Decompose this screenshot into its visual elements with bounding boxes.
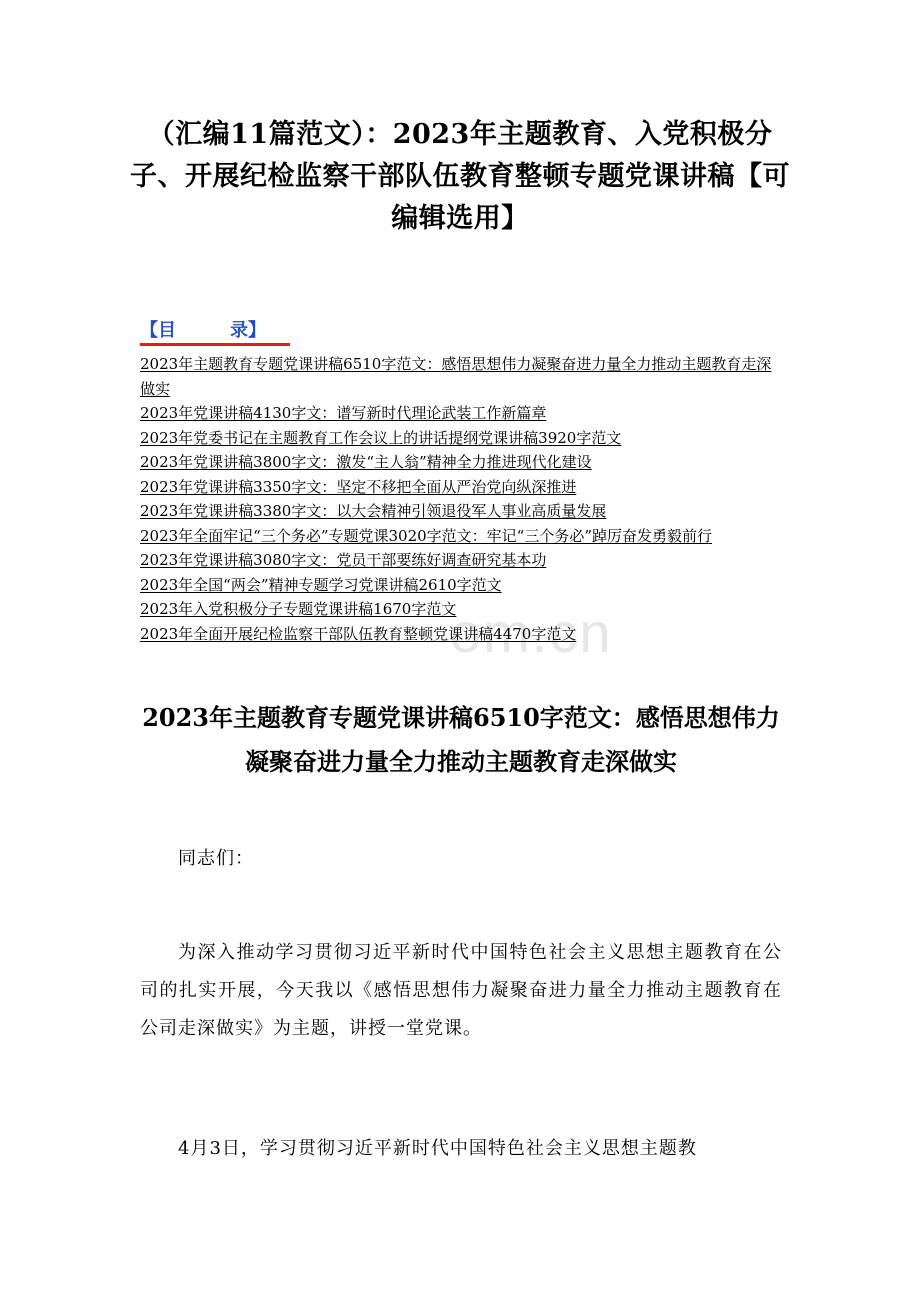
toc-link[interactable]: 2023年党课讲稿4130字文：谱写新时代理论武装工作新篇章 [140, 404, 547, 422]
toc-link[interactable]: 2023年党课讲稿3080字文：党员干部要练好调查研究基本功 [140, 551, 547, 569]
body-paragraph: 4月3日，学习贯彻习近平新时代中国特色社会主义思想主题教 [178, 1138, 697, 1159]
toc-link[interactable]: 2023年入党积极分子专题党课讲稿1670字范文 [140, 600, 457, 618]
watermark: om.cn [450, 601, 613, 664]
toc-link[interactable]: 2023年全面开展纪检监察干部队伍教育整顿党课讲稿4470字范文 [140, 624, 577, 643]
greeting: 同志们： [178, 848, 254, 869]
toc-link[interactable]: 2023年党课讲稿3380字文：以大会精神引领退役军人事业高质量发展 [140, 502, 607, 520]
toc-link[interactable]: 2023年全面牢记“三个务必”专题党课3020字范文：牢记“三个务必”踔厉奋发勇毅前行 [140, 526, 713, 545]
table-of-contents [140, 352, 782, 646]
section-title: 2023年主题教育专题党课讲稿6510字范文：感悟思想伟力凝聚奋进力量全力推动主题教育走深做实 [142, 703, 780, 776]
toc-link[interactable]: 2023年党委书记在主题教育工作会议上的讲话提纲党课讲稿3920字范文 [140, 428, 622, 447]
document-title: （汇编11篇范文）：2023年主题教育、入党积极分子、开展纪检监察干部队伍教育整顿专题党课讲稿【可编辑选用】 [130, 119, 790, 234]
toc-link[interactable]: 2023年党课讲稿3350字文：坚定不移把全面从严治党向纵深推进 [140, 477, 577, 496]
toc-heading: 【目 录】 [140, 316, 290, 346]
toc-link[interactable]: 2023年主题教育专题党课讲稿6510字范文：感悟思想伟力凝聚奋进力量全力推动主题教育走深做实 [140, 355, 772, 398]
toc-link[interactable]: 2023年党课讲稿3800字文：激发“主人翁”精神全力推进现代化建设 [140, 453, 592, 471]
toc-link[interactable]: 2023年全国“两会”精神专题学习党课讲稿2610字范文 [140, 575, 502, 594]
body-paragraph: 为深入推动学习贯彻习近平新时代中国特色社会主义思想主题教育在公司的扎实开展，今天我以《感悟思想伟力凝聚奋进力量全力推动主题教育在公司走深做实》为主题，讲授一堂党课。 [140, 942, 782, 1039]
